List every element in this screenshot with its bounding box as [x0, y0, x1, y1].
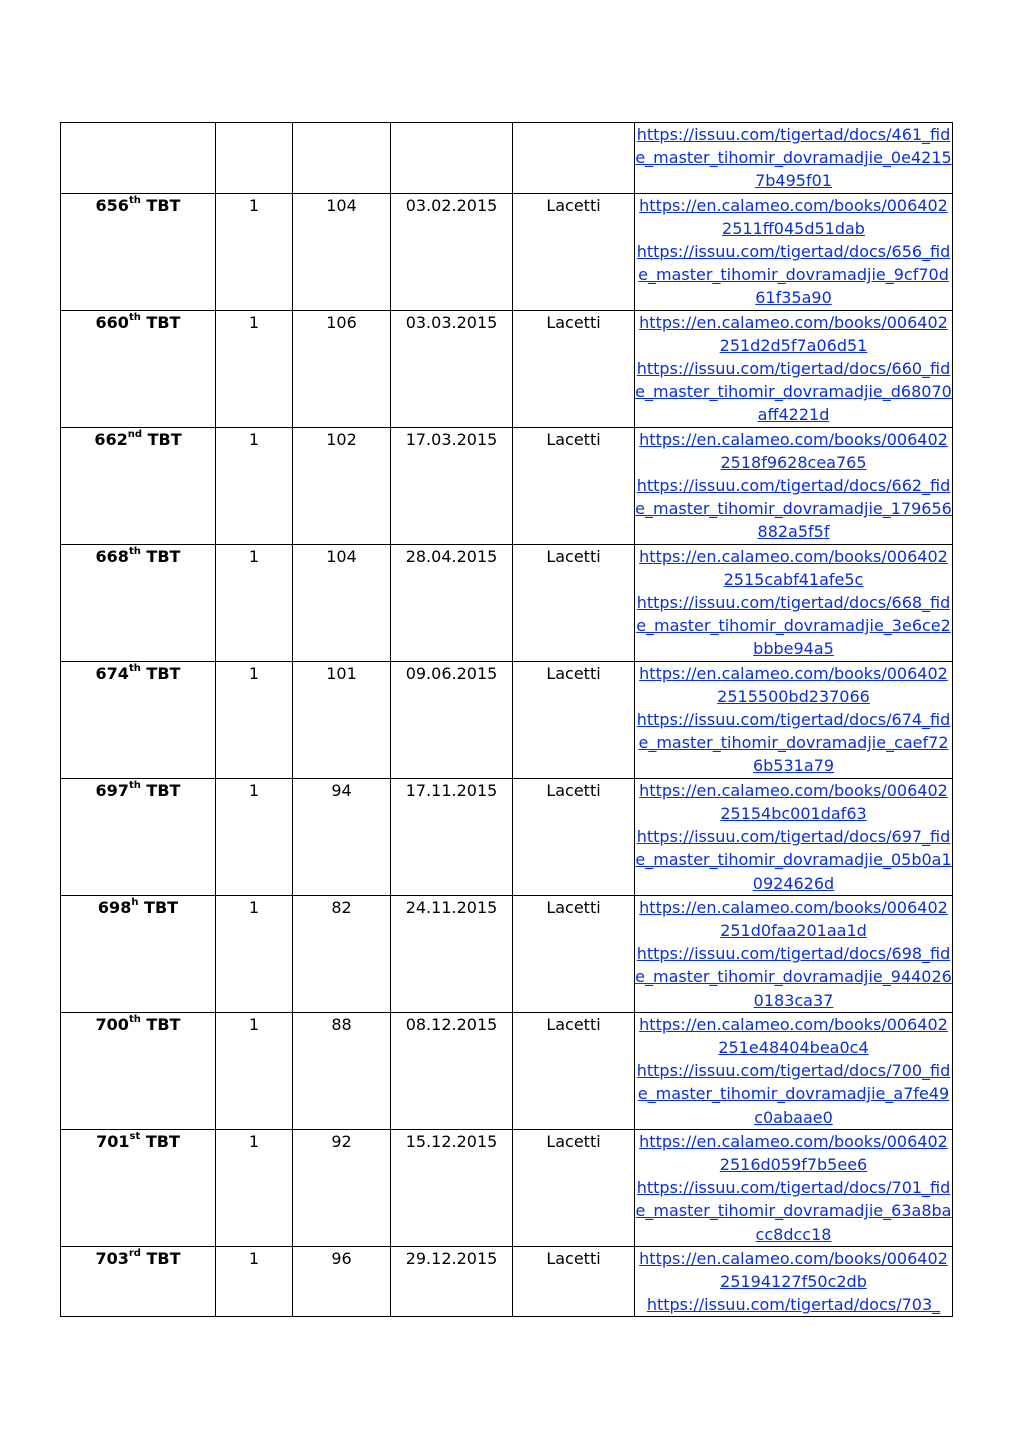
links-cell: [635, 1129, 953, 1246]
moves-cell: [293, 123, 391, 194]
round-cell: 1: [216, 1246, 293, 1317]
event-cell: [61, 1246, 216, 1317]
issuu-link[interactable]: https://issuu.com/tigertad/docs/660_fide_master_tihomir_dovramadjie_d68070aff4221d: [635, 359, 952, 425]
event-suffix: TBT: [147, 429, 182, 449]
date-cell: 29.12.2015: [391, 1246, 513, 1317]
table-row: [61, 193, 953, 310]
opening-cell: [513, 123, 635, 194]
calameo-link[interactable]: https://en.calameo.com/books/006402251e48404bea0c4: [639, 1014, 948, 1057]
moves-cell: 82: [293, 895, 391, 1012]
calameo-link[interactable]: https://en.calameo.com/books/006402251d2d5f7a06d51: [639, 312, 948, 355]
calameo-link[interactable]: https://en.calameo.com/books/00640225194127f50c2db: [639, 1248, 948, 1291]
opening-cell: Lacetti: [513, 661, 635, 778]
calameo-link[interactable]: https://en.calameo.com/books/0064022511ff045d51dab: [639, 195, 948, 238]
moves-cell: 106: [293, 310, 391, 427]
calameo-link[interactable]: https://en.calameo.com/books/00640225154bc001daf63: [639, 780, 948, 823]
table-body: [61, 123, 953, 1317]
date-cell: 28.04.2015: [391, 544, 513, 661]
table-row: [61, 544, 953, 661]
event-suffix: TBT: [146, 546, 181, 566]
links-cell: [635, 895, 953, 1012]
issuu-link[interactable]: https://issuu.com/tigertad/docs/656_fide_master_tihomir_dovramadjie_9cf70d61f35a90: [636, 242, 951, 308]
event-suffix: TBT: [146, 312, 181, 332]
issuu-link[interactable]: https://issuu.com/tigertad/docs/697_fide_master_tihomir_dovramadjie_05b0a10924626d: [635, 827, 952, 893]
moves-cell: 88: [293, 1012, 391, 1129]
date-cell: 09.06.2015: [391, 661, 513, 778]
round-cell: 1: [216, 778, 293, 895]
round-cell: 1: [216, 544, 293, 661]
event-cell: [61, 1012, 216, 1129]
round-cell: 1: [216, 310, 293, 427]
ordinal-suffix: rd: [128, 1248, 141, 1260]
tournament-table: [60, 122, 953, 1317]
issuu-link[interactable]: https://issuu.com/tigertad/docs/698_fide_master_tihomir_dovramadjie_9440260183ca37: [635, 944, 952, 1010]
event-suffix: TBT: [146, 663, 181, 683]
table-row: [61, 427, 953, 544]
round-cell: 1: [216, 1129, 293, 1246]
date-cell: 17.03.2015: [391, 427, 513, 544]
date-cell: 17.11.2015: [391, 778, 513, 895]
links-cell: [635, 1012, 953, 1129]
date-cell: 08.12.2015: [391, 1012, 513, 1129]
issuu-link[interactable]: https://issuu.com/tigertad/docs/668_fide_master_tihomir_dovramadjie_3e6ce2bbbe94a5: [636, 593, 951, 659]
event-number: 703: [95, 1248, 129, 1268]
round-cell: 1: [216, 1012, 293, 1129]
links-cell: [635, 193, 953, 310]
ordinal-suffix: nd: [127, 429, 143, 441]
calameo-link[interactable]: https://en.calameo.com/books/0064022515500bd237066: [639, 663, 948, 706]
event-number: 697: [95, 780, 129, 800]
table-row: [61, 778, 953, 895]
opening-cell: Lacetti: [513, 310, 635, 427]
event-number: 701: [96, 1131, 130, 1151]
calameo-link[interactable]: https://en.calameo.com/books/0064022518f9628cea765: [639, 429, 948, 472]
event-cell: [61, 544, 216, 661]
table-row: [61, 895, 953, 1012]
opening-cell: Lacetti: [513, 1246, 635, 1317]
event-cell: [61, 427, 216, 544]
table-row: [61, 310, 953, 427]
event-cell: [61, 123, 216, 194]
moves-cell: 96: [293, 1246, 391, 1317]
opening-cell: Lacetti: [513, 778, 635, 895]
links-cell: [635, 778, 953, 895]
event-suffix: TBT: [146, 1014, 181, 1034]
issuu-link[interactable]: https://issuu.com/tigertad/docs/703_: [646, 1295, 941, 1315]
round-cell: 1: [216, 661, 293, 778]
event-number: 662: [94, 429, 128, 449]
moves-cell: 101: [293, 661, 391, 778]
event-number: 674: [95, 663, 129, 683]
table-row: [61, 1129, 953, 1246]
event-cell: [61, 661, 216, 778]
event-number: 668: [95, 546, 129, 566]
links-cell: [635, 661, 953, 778]
event-suffix: TBT: [146, 195, 181, 215]
links-cell: [635, 123, 953, 194]
links-cell: [635, 427, 953, 544]
event-cell: [61, 310, 216, 427]
moves-cell: 92: [293, 1129, 391, 1246]
issuu-link[interactable]: https://issuu.com/tigertad/docs/701_fide_master_tihomir_dovramadjie_63a8bacc8dcc18: [635, 1178, 952, 1244]
moves-cell: 94: [293, 778, 391, 895]
round-cell: 1: [216, 427, 293, 544]
event-cell: [61, 778, 216, 895]
issuu-link[interactable]: https://issuu.com/tigertad/docs/662_fide_master_tihomir_dovramadjie_179656882a5f5f: [635, 476, 952, 542]
event-number: 660: [95, 312, 129, 332]
calameo-link[interactable]: https://en.calameo.com/books/0064022516d059f7b5ee6: [639, 1131, 948, 1174]
ordinal-suffix: th: [128, 312, 141, 324]
ordinal-suffix: th: [128, 546, 141, 558]
event-suffix: TBT: [145, 1131, 180, 1151]
ordinal-suffix: th: [128, 780, 141, 792]
round-cell: 1: [216, 895, 293, 1012]
table-row: [61, 1012, 953, 1129]
event-number: 698: [97, 897, 132, 917]
issuu-link[interactable]: https://issuu.com/tigertad/docs/461_fide_master_tihomir_dovramadjie_0e42157b495f01: [635, 125, 952, 191]
event-number: 700: [95, 1014, 129, 1034]
event-suffix: TBT: [144, 897, 179, 917]
ordinal-suffix: th: [128, 1014, 141, 1026]
calameo-link[interactable]: https://en.calameo.com/books/0064022515cabf41afe5c: [639, 546, 948, 589]
moves-cell: 104: [293, 193, 391, 310]
table-row-continued: [61, 123, 953, 194]
links-cell: [635, 310, 953, 427]
opening-cell: Lacetti: [513, 544, 635, 661]
event-cell: [61, 1129, 216, 1246]
table-row: [61, 1246, 953, 1317]
event-cell: [61, 193, 216, 310]
ordinal-suffix: th: [128, 663, 141, 675]
issuu-link[interactable]: https://issuu.com/tigertad/docs/700_fide_master_tihomir_dovramadjie_a7fe49c0abaae0: [636, 1061, 951, 1127]
date-cell: [391, 123, 513, 194]
round-cell: 1: [216, 193, 293, 310]
round-cell: [216, 123, 293, 194]
opening-cell: Lacetti: [513, 1129, 635, 1246]
event-suffix: TBT: [146, 1248, 181, 1268]
opening-cell: Lacetti: [513, 1012, 635, 1129]
links-cell: [635, 1246, 953, 1317]
event-cell: [61, 895, 216, 1012]
opening-cell: Lacetti: [513, 193, 635, 310]
date-cell: 03.03.2015: [391, 310, 513, 427]
issuu-link[interactable]: https://issuu.com/tigertad/docs/674_fide_master_tihomir_dovramadjie_caef726b531a79: [636, 710, 951, 776]
date-cell: 24.11.2015: [391, 895, 513, 1012]
ordinal-suffix: h: [131, 897, 139, 909]
date-cell: 15.12.2015: [391, 1129, 513, 1246]
opening-cell: Lacetti: [513, 895, 635, 1012]
moves-cell: 102: [293, 427, 391, 544]
event-suffix: TBT: [146, 780, 181, 800]
links-cell: [635, 544, 953, 661]
ordinal-suffix: th: [128, 195, 141, 207]
ordinal-suffix: st: [129, 1131, 141, 1143]
calameo-link[interactable]: https://en.calameo.com/books/006402251d0faa201aa1d: [639, 897, 948, 940]
event-number: 656: [95, 195, 129, 215]
opening-cell: Lacetti: [513, 427, 635, 544]
date-cell: 03.02.2015: [391, 193, 513, 310]
moves-cell: 104: [293, 544, 391, 661]
table-row: [61, 661, 953, 778]
